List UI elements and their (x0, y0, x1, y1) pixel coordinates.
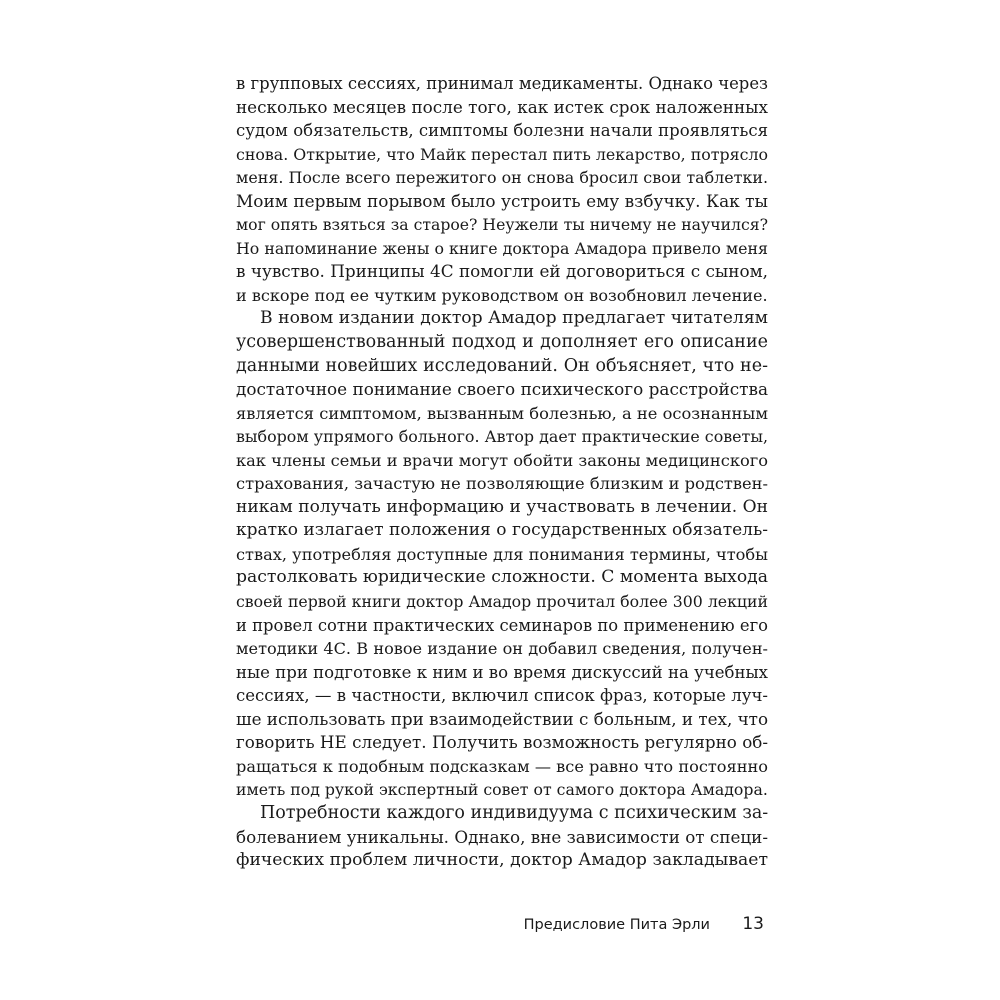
text-line: Потребности каждого индивидуума с психическим за- (260, 802, 768, 823)
text-line: как члены семьи и врачи могут обойти законы медицинского (236, 450, 768, 470)
text-line: мог опять взяться за старое? Неужели ты ничему не научился? (236, 215, 768, 235)
text-line: усовершенствованный подход и дополняет его описание (236, 332, 768, 353)
text-line: в чувство. Принципы 4С помогли ей договориться с сыном, (236, 261, 768, 282)
text-line: болеванием уникальны. Однако, вне зависимости от специ- (236, 826, 768, 847)
text-line: В новом издании доктор Амадор предлагает читателям (260, 308, 768, 329)
running-title: Предисловие Пита Эрли (523, 917, 710, 933)
text-line: несколько месяцев после того, как истек срок наложенных (236, 96, 768, 117)
text-line: никам получать информацию и участвовать в лечении. Он (236, 496, 768, 517)
text-line: данными новейших исследований. Он объясняет, что не- (236, 355, 768, 376)
text-line: ше использовать при взаимодействии с больным, и тех, что (236, 708, 768, 729)
text-line: кратко излагает положения о государственных обязатель- (236, 520, 768, 541)
page-number: 13 (742, 914, 764, 934)
text-line: ные при подготовке к ним и во время дискуссий на учебных (236, 662, 768, 682)
text-line: методики 4С. В новое издание он добавил сведения, получен- (236, 639, 768, 659)
text-line: и вскоре под ее чутким руководством он возобновил лечение. (236, 285, 768, 305)
text-line: говорить НЕ следует. Получить возможность регулярно об- (236, 732, 768, 753)
text-line: сессиях, — в частности, включил список фраз, которые луч- (236, 686, 768, 706)
text-line: достаточное понимание своего психического расстройства (236, 379, 768, 400)
text-line: ращаться к подобным подсказкам — все равно что постоянно (236, 756, 768, 776)
body-text (236, 72, 768, 873)
text-line: растолковать юридические сложности. С момента выхода (236, 567, 768, 588)
text-line: в групповых сессиях, принимал медикаменты. Однако через (236, 74, 768, 93)
text-line: судом обязательств, симптомы болезни начали проявляться (236, 121, 768, 141)
text-line: своей первой книги доктор Амадор прочитал более 300 лекций (236, 592, 768, 612)
text-line: страхования, зачастую не позволяющие близким и родствен- (236, 474, 768, 494)
text-line: Но напоминание жены о книге доктора Амадора привело меня (236, 238, 768, 258)
text-line: фических проблем личности, доктор Амадор закладывает (236, 850, 768, 871)
text-line: Моим первым порывом было устроить ему взбучку. Как ты (236, 190, 768, 211)
text-line: выбором упрямого больного. Автор дает практические советы, (236, 427, 768, 447)
text-line: является симптомом, вызванным болезнью, а не осознанным (236, 403, 768, 423)
text-line: снова. Открытие, что Майк перестал пить лекарство, потрясло (236, 144, 768, 164)
text-line: и провел сотни практических семинаров по применению его (236, 615, 768, 635)
text-line: ствах, употребляя доступные для понимания термины, чтобы (236, 544, 768, 564)
text-line: иметь под рукой экспертный совет от самого доктора Амадора. (236, 780, 768, 800)
page-footer (236, 913, 768, 937)
text-line: меня. После всего пережитого он снова бросил свои таблетки. (236, 168, 768, 188)
